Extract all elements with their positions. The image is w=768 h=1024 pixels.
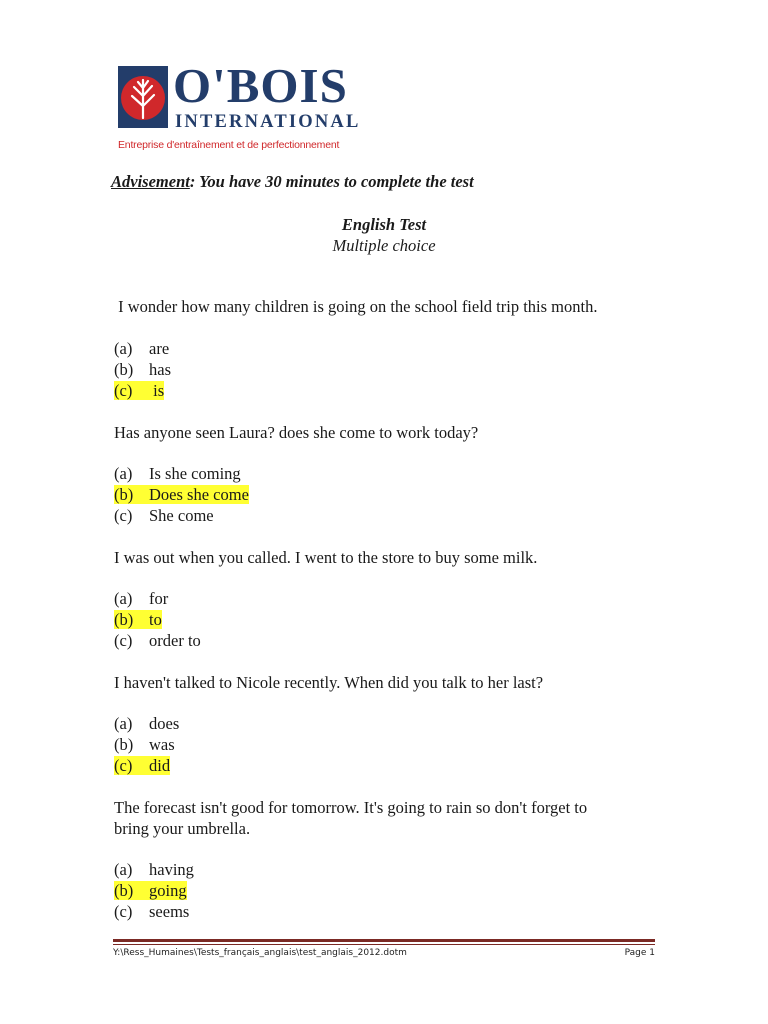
option-letter: (c): [114, 631, 133, 650]
question-5-option-b: [114, 880, 187, 901]
option-text: order to: [149, 631, 201, 650]
question-3-text: I was out when you called. I went to the store to buy some milk.: [114, 548, 538, 567]
option-letter: (a): [114, 589, 133, 608]
option-text: to: [149, 610, 162, 629]
option-text: did: [149, 756, 171, 775]
option-letter: (b): [114, 485, 134, 504]
option-letter: (c): [114, 902, 133, 921]
logo-name: O'BOIS: [173, 58, 348, 113]
logo-subtitle: INTERNATIONAL: [175, 112, 361, 132]
question-1-option-a: [114, 338, 169, 359]
advisement: [111, 171, 474, 192]
option-letter: (b): [114, 881, 134, 900]
footer-file-path: Y:\Ress_Humaines\Tests_français_anglais\test_anglais_2012.dotm: [113, 948, 407, 958]
footer-page-number: Page 1: [624, 948, 655, 958]
question-4-option-b: [114, 734, 175, 755]
option-text: She come: [149, 506, 214, 525]
option-letter: (a): [114, 860, 133, 879]
question-2-option-c: [114, 505, 214, 526]
option-text: for: [149, 589, 169, 608]
option-text: has: [149, 360, 171, 379]
question-1-option-c: [114, 380, 164, 401]
option-letter: (b): [114, 735, 134, 754]
option-text: was: [149, 735, 175, 754]
option-letter: (c): [114, 381, 133, 400]
footer-divider: [113, 939, 655, 942]
option-letter: (b): [114, 610, 134, 629]
question-2-text: Has anyone seen Laura? does she come to work today?: [114, 423, 479, 442]
option-text: are: [149, 339, 170, 358]
question-4-option-c: [114, 755, 170, 776]
option-text: Is she coming: [149, 464, 241, 483]
question-5-option-c: [114, 901, 189, 922]
option-text: is: [149, 381, 165, 400]
footer-divider-thin: [113, 944, 655, 945]
question-2-option-a: [114, 463, 241, 484]
question-1-text: I wonder how many children is going on the school field trip this month.: [114, 297, 598, 316]
option-text: having: [149, 860, 194, 879]
leaf-logo-icon: [118, 66, 168, 128]
question-3-option-a: [114, 588, 168, 609]
page-title: English Test: [341, 215, 427, 234]
option-letter: (c): [114, 506, 133, 525]
question-2-option-b: [114, 484, 249, 505]
logo-tagline: Entreprise d'entraînement et de perfectionnement: [118, 139, 340, 151]
question-3-option-c: [114, 630, 201, 651]
option-text: Does she come: [149, 485, 249, 504]
option-letter: (b): [114, 360, 134, 379]
page-subtitle: Multiple choice: [332, 236, 436, 255]
option-letter: (a): [114, 714, 133, 733]
question-3-option-b: [114, 609, 162, 630]
option-letter: (a): [114, 464, 133, 483]
option-text: does: [149, 714, 180, 733]
advisement-label: Advisement: [111, 172, 190, 191]
option-text: going: [149, 881, 187, 900]
option-letter: (a): [114, 339, 133, 358]
question-5-option-a: [114, 859, 194, 880]
advisement-text: : You have 30 minutes to complete the test: [189, 172, 474, 191]
question-4-text: I haven't talked to Nicole recently. When did you talk to her last?: [114, 673, 544, 692]
option-letter: (c): [114, 756, 133, 775]
question-5-text-line-2: bring your umbrella.: [114, 819, 251, 838]
question-5-text-line-1: The forecast isn't good for tomorrow. It's going to rain so don't forget to: [114, 798, 588, 817]
option-text: seems: [149, 902, 190, 921]
question-1-option-b: [114, 359, 171, 380]
question-4-option-a: [114, 713, 179, 734]
